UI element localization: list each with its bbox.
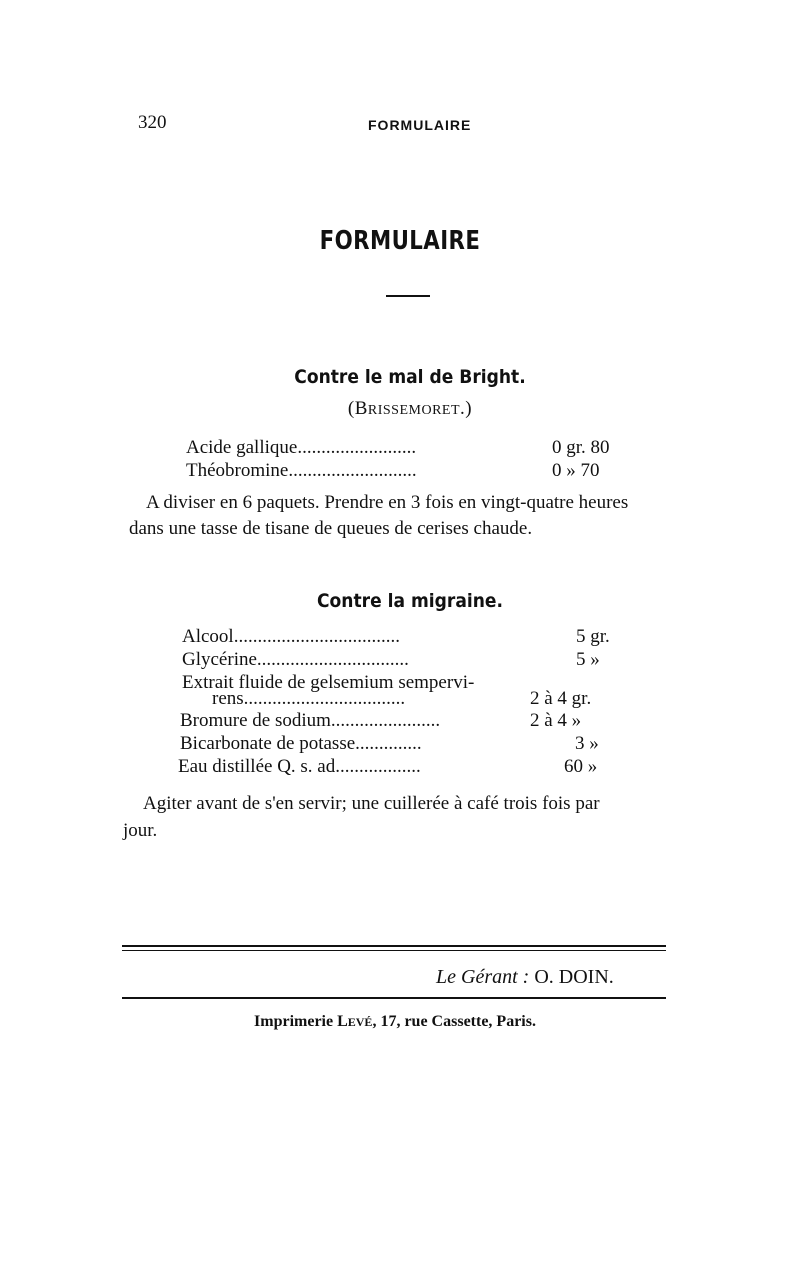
instructions-line: jour. [123,820,158,841]
ingredient-name: Bromure de sodium....................... [180,710,441,731]
printer-imprint: Imprimerie LEVÉ, 17, rue Cassette, Paris. [254,1013,536,1030]
ingredient-name: Théobromine........................... [186,460,417,481]
page-title: FORMULAIRE [319,226,481,256]
running-title: FORMULAIRE [368,117,472,133]
ingredient-amount: 2 à 4 gr. [530,688,592,709]
ingredient-row [180,710,640,734]
section-title-bright: Contre le mal de Bright. [294,366,526,388]
signature [436,966,614,989]
instructions-line: dans une tasse de tisane de queues de cerises chaude. [129,518,533,539]
ingredient-row [180,733,640,757]
ingredient-name: Acide gallique......................... [186,437,417,458]
section-title-migraine: Contre la migraine. [316,590,503,612]
ingredient-amount: 5 » [576,649,600,670]
ingredient-amount: 0 gr. 80 [552,437,610,458]
ingredient-name: rens.................................. [212,688,406,709]
signature-name: O. DOIN. [534,966,614,988]
ingredient-amount: 60 » [564,756,598,777]
ingredient-amount: 2 à 4 » [530,710,582,731]
ingredient-name: Eau distillée Q. s. ad.................. [178,756,421,777]
ingredient-row [212,688,642,712]
footer-double-rule [122,945,666,951]
instructions-line: A diviser en 6 paquets. Prendre en 3 fois en vingt-quatre heures [146,492,629,513]
page-number: 320 [138,112,167,133]
running-head [138,112,698,142]
title-divider [386,295,430,297]
ingredient-row [182,649,642,673]
ingredient-row [186,460,646,484]
ingredient-amount: 5 gr. [576,626,610,647]
ingredient-name: Alcool................................... [182,626,400,647]
ingredient-name: Extrait fluide de gelsemium sempervi- [182,672,475,693]
ingredient-row [182,626,642,650]
footer-rule [122,997,666,999]
ingredient-amount: 3 » [575,733,599,754]
ingredient-row [186,437,646,461]
ingredient-row [178,756,638,780]
ingredient-name: Bicarbonate de potasse.............. [180,733,422,754]
recipe-author: (BRISSEMORET.) [347,398,473,419]
instructions-line: Agiter avant de s'en servir; une cuillerée à café trois fois par [143,793,600,814]
ingredient-name: Glycérine................................ [182,649,409,670]
signature-label: Le Gérant : [436,966,530,988]
ingredient-amount: 0 » 70 [552,460,600,481]
